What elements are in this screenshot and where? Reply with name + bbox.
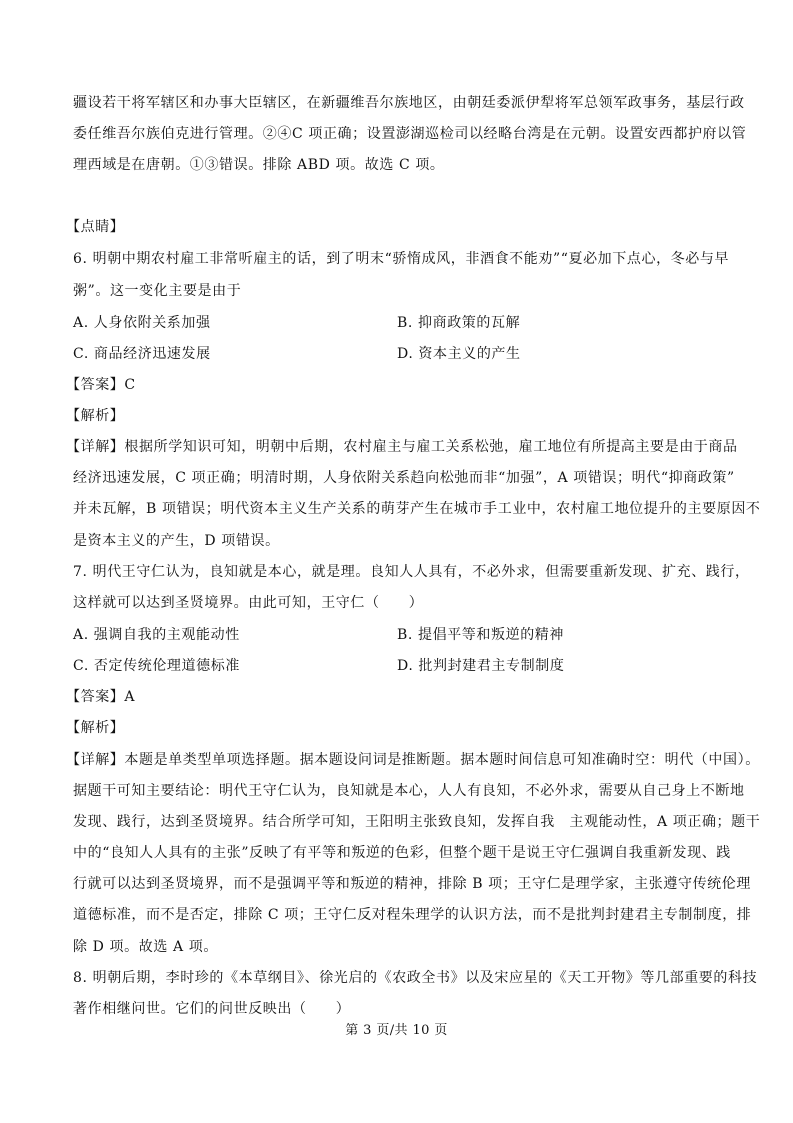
q7-detail-line-2: 据题干可知主要结论：明代王守仁认为，良知就是本心，人人有良知，不必外求，需要从自己身上不断地 — [73, 783, 745, 799]
q6-detail-line-1: 【详解】根据所学知识可知，明朝中后期，农村雇主与雇工关系松弛，雇工地位有所提高主要是由于商品 — [66, 439, 738, 455]
q8-stem-line-2: 著作相继问世。它们的问世反映出（ ） — [73, 1001, 351, 1017]
q7-analysis-label: 【解析】 — [66, 720, 125, 736]
q8-stem-line-1: 8. 明朝后期，李时珍的《本草纲目》、徐光启的《农政全书》以及宋应星的《天工开物》等几部重要的科技 — [73, 970, 758, 986]
q7-option-d: D. 批判封建君主专制制度 — [397, 658, 565, 674]
q6-option-b: B. 抑商政策的瓦解 — [397, 315, 521, 331]
q7-option-a: A. 强调自我的主观能动性 — [73, 627, 240, 643]
q7-answer: 【答案】A — [66, 689, 136, 705]
q6-detail-line-4: 是资本主义的产生，D 项错误。 — [73, 533, 280, 549]
page-number-footer: 第 3 页/共 10 页 — [345, 1023, 448, 1038]
dianjing-label: 【点睛】 — [66, 219, 125, 235]
q6-stem-line-1: 6. 明朝中期农村雇工非常听雇主的话，到了明末“骄惰成风，非酒食不能劝”“夏必加下点心，冬必与早 — [73, 251, 730, 267]
q7-option-c: C. 否定传统伦理道德标准 — [73, 658, 240, 674]
prev-analysis-line-2: 委任维吾尔族伯克进行管理。②④C 项正确；设置澎湖巡检司以经略台湾是在元朝。设置安西都护府以管 — [73, 126, 747, 142]
q7-detail-line-1: 【详解】本题是单类型单项选择题。据本题设问词是推断题。据本题时间信息可知准确时空：明代（中国）。 — [66, 752, 760, 768]
q7-detail-line-3: 发现、践行，达到圣贤境界。结合所学可知，王阳明主张致良知，发挥自我 主观能动性，A 项正确；题干 — [73, 814, 761, 830]
q6-analysis-label: 【解析】 — [66, 408, 125, 424]
q7-stem-line-1: 7. 明代王守仁认为，良知就是本心，就是理。良知人人具有，不必外求，但需要重新发现、扩充、践行， — [73, 564, 750, 580]
q6-option-d: D. 资本主义的产生 — [397, 346, 521, 362]
q7-detail-line-5: 行就可以达到圣贤境界，而不是强调平等和叛逆的精神，排除 B 项；王守仁是理学家，主张遵守传统伦理 — [73, 876, 751, 892]
q6-detail-line-2: 经济迅速发展，C 项正确；明清时期，人身依附关系趋向松弛而非“加强”，A 项错误；明代“抑商政策” — [73, 470, 735, 486]
q7-option-b: B. 提倡平等和叛逆的精神 — [397, 627, 564, 643]
prev-analysis-line-3: 理西域是在唐朝。①③错误。排除 ABD 项。故选 C 项。 — [73, 157, 445, 173]
q6-option-a: A. 人身依附关系加强 — [73, 315, 211, 331]
q6-detail-line-3: 并未瓦解，B 项错误；明代资本主义生产关系的萌芽产生在城市手工业中，农村雇工地位提升的主要原因不 — [73, 501, 761, 517]
q7-stem-line-2: 这样就可以达到圣贤境界。由此可知，王守仁（ ） — [73, 595, 424, 611]
q7-detail-line-6: 道德标准，而不是否定，排除 C 项；王守仁反对程朱理学的认识方法，而不是批判封建君主专制制度，排 — [73, 907, 752, 923]
q6-answer: 【答案】C — [66, 377, 136, 393]
q7-detail-line-4: 中的“良知人人具有的主张”反映了有平等和叛逆的色彩，但整个题干是说王守仁强调自我重新发现、践 — [73, 845, 731, 861]
q7-detail-line-7: 除 D 项。故选 A 项。 — [73, 939, 218, 955]
q6-option-c: C. 商品经济迅速发展 — [73, 346, 211, 362]
prev-analysis-line-1: 疆设若干将军辖区和办事大臣辖区，在新疆维吾尔族地区，由朝廷委派伊犁将军总领军政事务，基层行政 — [73, 95, 745, 111]
q6-stem-line-2: 粥”。这一变化主要是由于 — [73, 283, 242, 299]
